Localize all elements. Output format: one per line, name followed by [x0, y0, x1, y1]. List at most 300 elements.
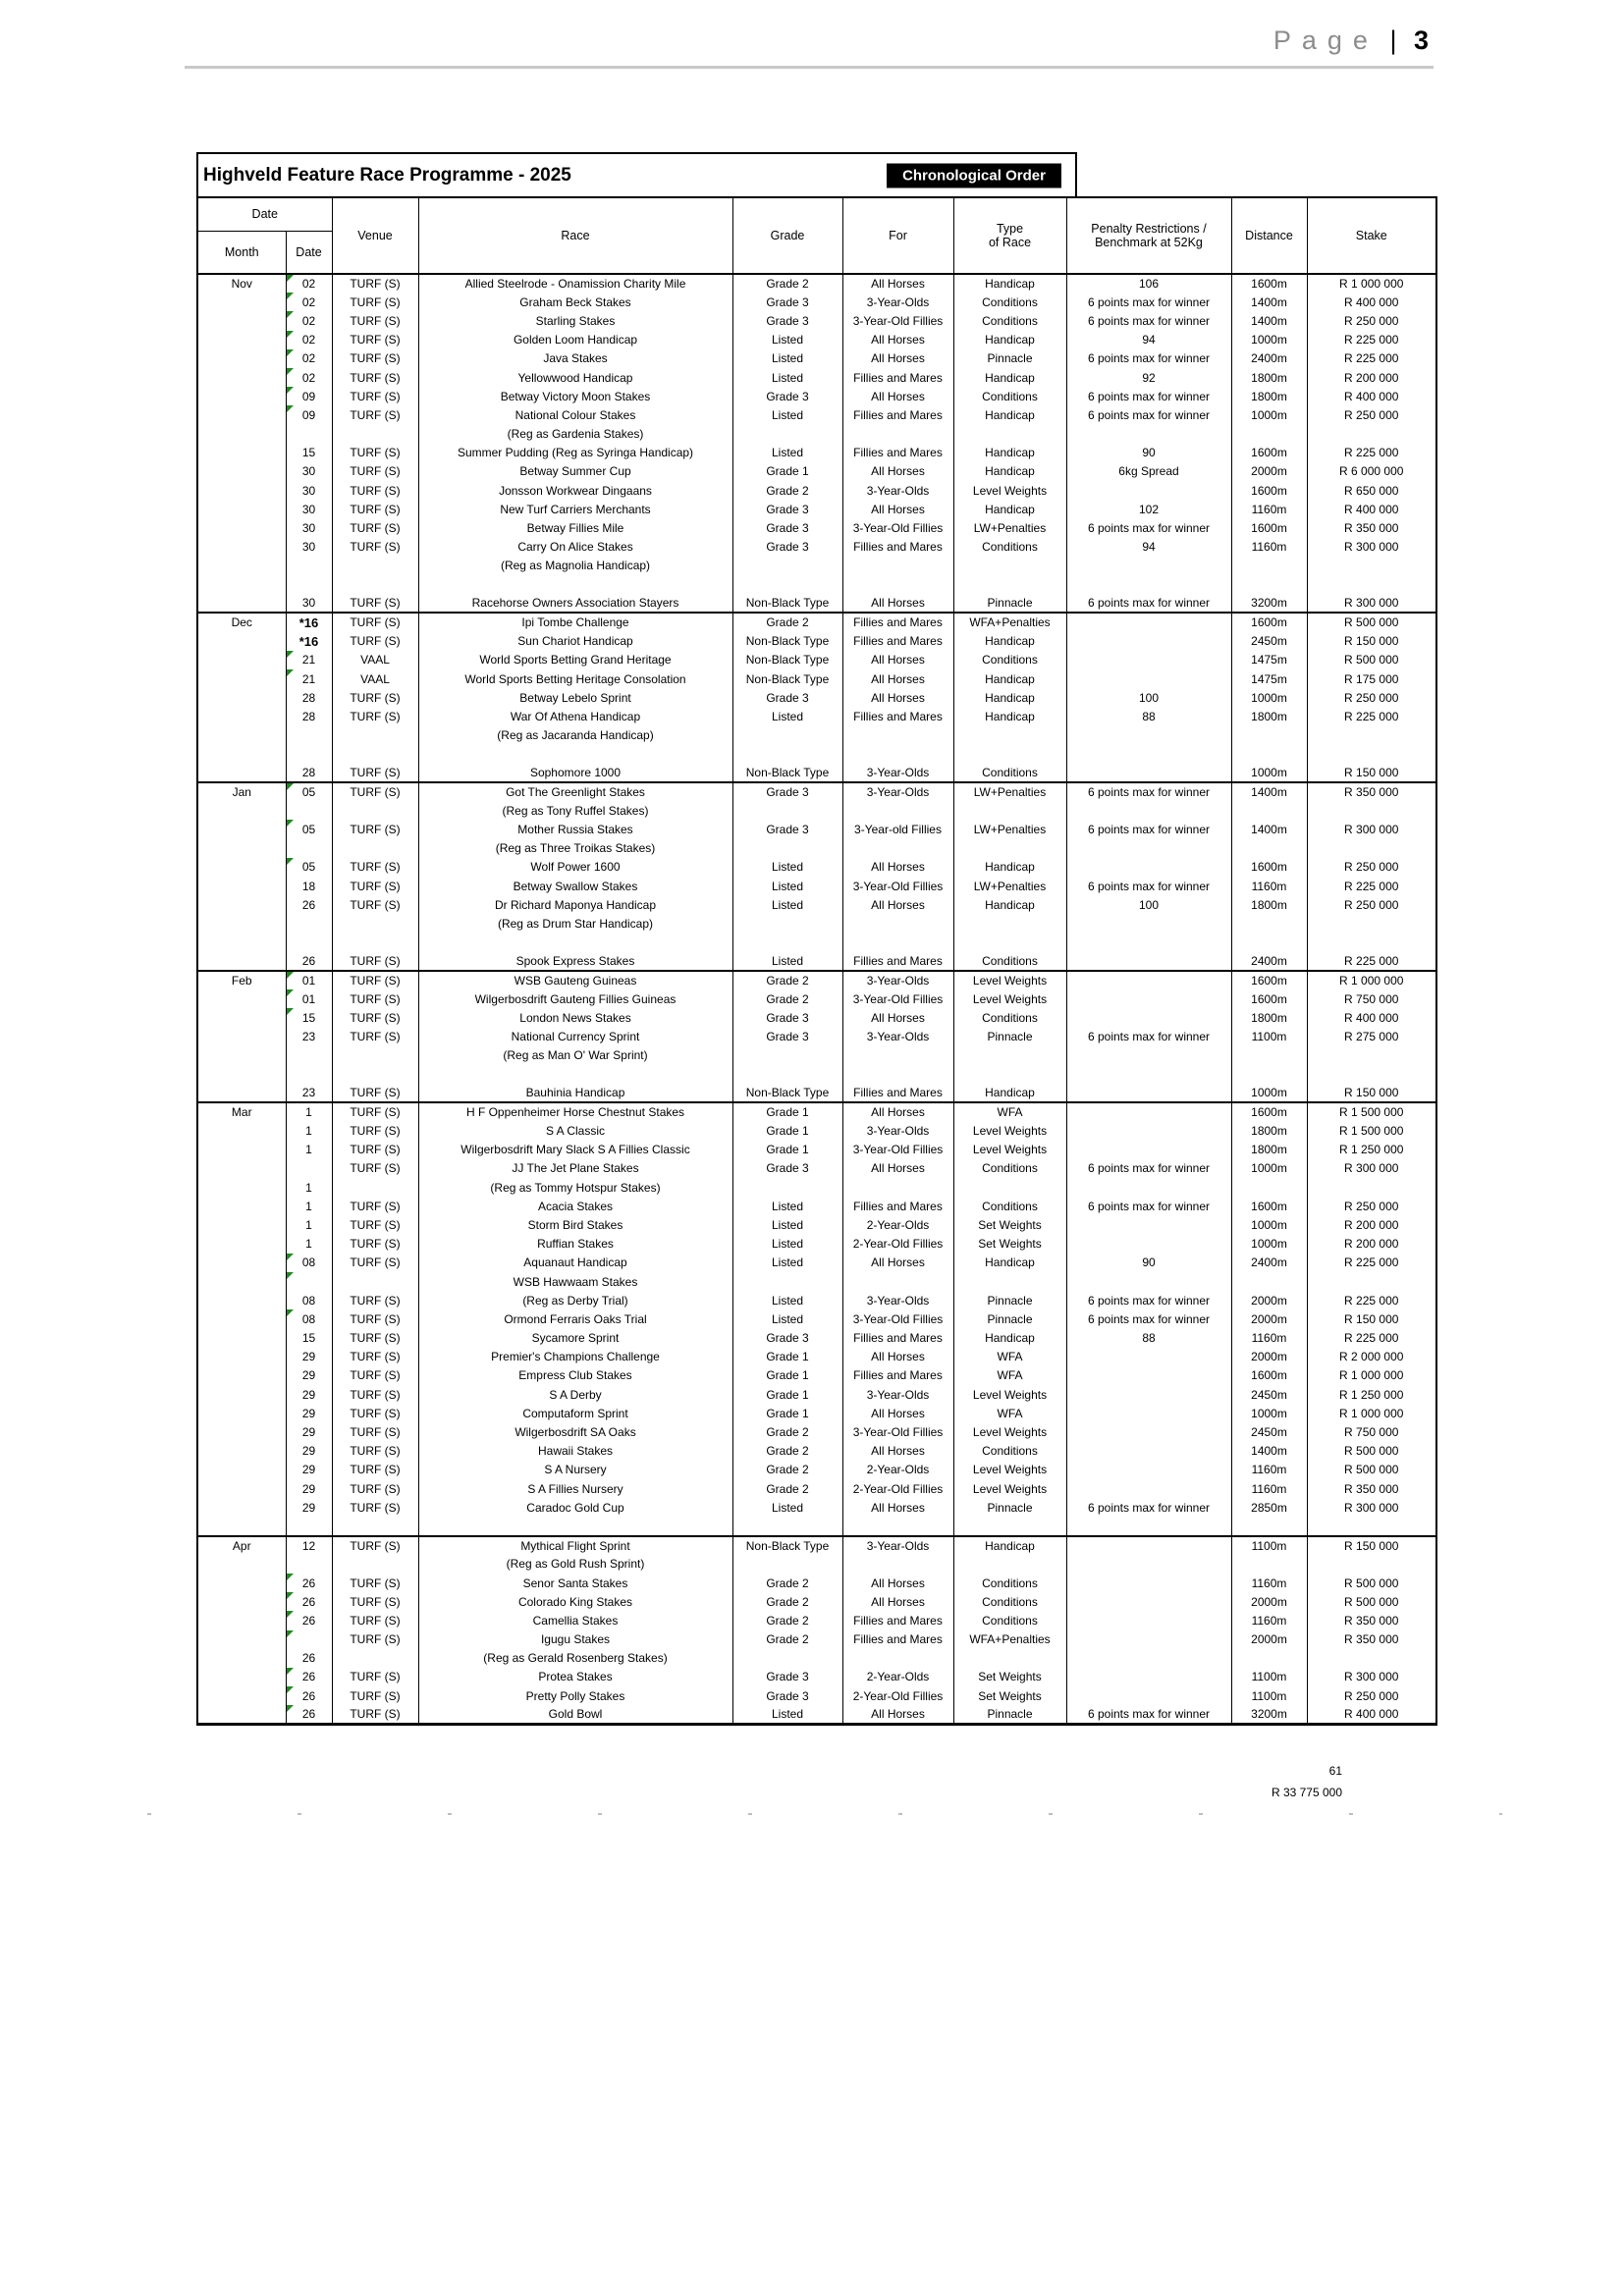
type-cell: Set Weights [953, 1686, 1066, 1705]
distance-cell: 1000m [1231, 1235, 1307, 1254]
race-cell: (Reg as Tommy Hotspur Stakes) [418, 1178, 732, 1197]
distance-cell: 1160m [1231, 1479, 1307, 1498]
grade-cell: Listed [732, 1498, 842, 1517]
grade-cell: Listed [732, 858, 842, 877]
type-cell: LW+Penalties [953, 877, 1066, 895]
for-cell: 3-Year-Old Fillies [842, 518, 953, 537]
distance-cell: 2400m [1231, 952, 1307, 971]
month-cell: Jan [232, 785, 251, 800]
stake-cell: R 225 000 [1307, 331, 1436, 349]
penalty-cell [1066, 1348, 1231, 1366]
distance-cell: 1100m [1231, 1668, 1307, 1686]
venue-cell [332, 1065, 418, 1084]
grade-cell: Listed [732, 952, 842, 971]
month-cell [197, 1366, 286, 1385]
penalty-cell: 6 points max for winner [1066, 311, 1231, 330]
penalty-cell: 6kg Spread [1066, 462, 1231, 481]
distance-cell: 1400m [1231, 782, 1307, 801]
for-cell: All Horses [842, 669, 953, 688]
distance-cell: 1800m [1231, 1008, 1307, 1027]
stake-cell: R 350 000 [1307, 1630, 1436, 1649]
stake-cell: R 500 000 [1307, 1442, 1436, 1461]
race-row [197, 1385, 1436, 1404]
grade-cell [732, 914, 842, 933]
stake-cell [1307, 575, 1436, 594]
distance-cell: 1600m [1231, 274, 1307, 293]
date-cell: 26 [286, 1705, 332, 1724]
distance-cell: 2400m [1231, 1254, 1307, 1272]
page-word: Page [1272, 26, 1379, 55]
penalty-cell [1066, 669, 1231, 688]
spacer-row [197, 1517, 1436, 1535]
penalty-cell [1066, 1611, 1231, 1629]
page-title: Highveld Feature Race Programme - 2025 [203, 164, 571, 186]
stake-cell: R 225 000 [1307, 952, 1436, 971]
venue-cell: TURF (S) [332, 1592, 418, 1611]
distance-cell [1231, 1517, 1307, 1535]
race-cell: Premier's Champions Challenge [418, 1348, 732, 1366]
for-cell [842, 726, 953, 745]
race-row [197, 688, 1436, 707]
stake-cell: R 500 000 [1307, 1461, 1436, 1479]
race-row [197, 462, 1436, 481]
for-cell: All Horses [842, 387, 953, 405]
type-cell: Handicap [953, 688, 1066, 707]
stake-cell: R 150 000 [1307, 1084, 1436, 1102]
grade-cell: Grade 3 [732, 1028, 842, 1046]
month-cell [197, 707, 286, 725]
month-cell [197, 1442, 286, 1461]
distance-cell [1231, 934, 1307, 952]
race-row [197, 651, 1436, 669]
spacer-row [197, 1065, 1436, 1084]
distance-cell: 1000m [1231, 764, 1307, 782]
date-cell [286, 1065, 332, 1084]
race-row [197, 557, 1436, 575]
distance-cell [1231, 1555, 1307, 1574]
distance-cell: 2000m [1231, 462, 1307, 481]
venue-cell: TURF (S) [332, 594, 418, 613]
distance-cell [1231, 575, 1307, 594]
distance-cell: 1800m [1231, 368, 1307, 387]
for-cell [842, 839, 953, 858]
race-cell: WSB Hawwaam Stakes [418, 1272, 732, 1291]
race-row [197, 518, 1436, 537]
for-cell: All Horses [842, 895, 953, 914]
race-programme-table [196, 196, 1437, 1726]
for-cell [842, 557, 953, 575]
distance-cell: 3200m [1231, 594, 1307, 613]
distance-cell [1231, 1178, 1307, 1197]
grade-cell: Grade 2 [732, 1611, 842, 1629]
race-cell: New Turf Carriers Merchants [418, 500, 732, 518]
distance-cell: 1160m [1231, 538, 1307, 557]
type-cell: Conditions [953, 1159, 1066, 1178]
penalty-cell: 6 points max for winner [1066, 782, 1231, 801]
stake-cell [1307, 557, 1436, 575]
venue-cell: TURF (S) [332, 1404, 418, 1422]
type-cell: Pinnacle [953, 1498, 1066, 1517]
type-cell: Handicap [953, 858, 1066, 877]
for-cell: Fillies and Mares [842, 444, 953, 462]
month-cell [197, 877, 286, 895]
month-cell [197, 1686, 286, 1705]
for-cell [842, 1178, 953, 1197]
col-header-stake: Stake [1307, 197, 1436, 274]
month-cell: Feb [231, 974, 252, 988]
spacer-row [197, 934, 1436, 952]
race-row [197, 1461, 1436, 1479]
for-cell: 3-Year-Old Fillies [842, 311, 953, 330]
for-cell: All Horses [842, 349, 953, 368]
distance-cell: 1600m [1231, 444, 1307, 462]
grade-cell: Non-Black Type [732, 651, 842, 669]
stake-cell [1307, 839, 1436, 858]
race-cell: World Sports Betting Grand Heritage [418, 651, 732, 669]
distance-cell: 1000m [1231, 1404, 1307, 1422]
grade-cell: Grade 3 [732, 500, 842, 518]
race-row [197, 1141, 1436, 1159]
month-cell [197, 1291, 286, 1309]
type-cell [953, 557, 1066, 575]
race-cell: Sun Chariot Handicap [418, 632, 732, 651]
grade-cell: Grade 3 [732, 1329, 842, 1348]
grade-cell [732, 575, 842, 594]
stake-cell: R 200 000 [1307, 1215, 1436, 1234]
distance-cell: 2000m [1231, 1348, 1307, 1366]
distance-cell: 1400m [1231, 293, 1307, 311]
distance-cell [1231, 1065, 1307, 1084]
for-cell [842, 1649, 953, 1668]
venue-cell: TURF (S) [332, 877, 418, 895]
type-cell: Conditions [953, 651, 1066, 669]
venue-cell: TURF (S) [332, 1348, 418, 1366]
month-cell [197, 1668, 286, 1686]
distance-cell: 1600m [1231, 1197, 1307, 1215]
stake-cell: R 250 000 [1307, 858, 1436, 877]
col-header-date-group: Date [197, 197, 332, 231]
grade-cell: Listed [732, 1291, 842, 1309]
grade-cell: Listed [732, 1197, 842, 1215]
month-cell [197, 1479, 286, 1498]
grade-cell: Grade 3 [732, 688, 842, 707]
month-cell [197, 839, 286, 858]
for-cell: 3-Year-Olds [842, 1121, 953, 1140]
grade-cell [732, 801, 842, 820]
total-stakes: R 33 775 000 [1271, 1786, 1342, 1799]
venue-cell: TURF (S) [332, 1254, 418, 1272]
date-cell: 26 [286, 895, 332, 914]
venue-cell [332, 425, 418, 444]
type-cell: LW+Penalties [953, 518, 1066, 537]
stake-cell: R 150 000 [1307, 1536, 1436, 1555]
month-cell [197, 1254, 286, 1272]
for-cell: 3-Year-Olds [842, 481, 953, 500]
type-cell [953, 575, 1066, 594]
penalty-cell: 6 points max for winner [1066, 1498, 1231, 1517]
race-cell: WSB Gauteng Guineas [418, 971, 732, 989]
distance-cell: 1160m [1231, 500, 1307, 518]
race-cell: (Reg as Derby Trial) [418, 1291, 732, 1309]
penalty-cell [1066, 801, 1231, 820]
grade-cell: Grade 2 [732, 1630, 842, 1649]
type-cell: Conditions [953, 764, 1066, 782]
race-cell: Graham Beck Stakes [418, 293, 732, 311]
page-number: 3 [1413, 26, 1429, 55]
race-cell: Aquanaut Handicap [418, 1254, 732, 1272]
distance-cell: 2450m [1231, 632, 1307, 651]
grade-cell: Non-Black Type [732, 764, 842, 782]
for-cell: 2-Year-Olds [842, 1668, 953, 1686]
race-row [197, 1574, 1436, 1592]
month-cell [197, 1272, 286, 1291]
spacer-row [197, 575, 1436, 594]
race-row [197, 782, 1436, 801]
for-cell: All Horses [842, 462, 953, 481]
penalty-cell [1066, 1102, 1231, 1121]
penalty-cell [1066, 858, 1231, 877]
penalty-cell: 88 [1066, 707, 1231, 725]
grade-cell: Grade 2 [732, 1479, 842, 1498]
stake-cell: R 225 000 [1307, 707, 1436, 725]
for-cell: 3-Year-Olds [842, 1385, 953, 1404]
date-cell: 15 [286, 1329, 332, 1348]
date-cell [286, 1046, 332, 1065]
date-cell: 12 [286, 1536, 332, 1555]
distance-cell [1231, 801, 1307, 820]
month-cell [197, 557, 286, 575]
race-cell: Golden Loom Handicap [418, 331, 732, 349]
month-cell [197, 1385, 286, 1404]
date-cell: *16 [286, 613, 332, 631]
stake-cell: R 225 000 [1307, 444, 1436, 462]
for-cell [842, 914, 953, 933]
for-cell: Fillies and Mares [842, 1329, 953, 1348]
venue-cell: TURF (S) [332, 1574, 418, 1592]
grade-cell: Grade 2 [732, 971, 842, 989]
col-header-race: Race [418, 197, 732, 274]
month-section-dec [197, 613, 1436, 782]
distance-cell: 1600m [1231, 858, 1307, 877]
distance-cell: 1160m [1231, 1329, 1307, 1348]
penalty-cell [1066, 1630, 1231, 1649]
type-cell [953, 914, 1066, 933]
race-row [197, 1309, 1436, 1328]
date-cell: 26 [286, 1574, 332, 1592]
grade-cell: Grade 2 [732, 1442, 842, 1461]
grade-cell: Grade 2 [732, 613, 842, 631]
race-row [197, 1611, 1436, 1629]
month-cell [197, 989, 286, 1008]
race-cell: Computaform Sprint [418, 1404, 732, 1422]
venue-cell: TURF (S) [332, 387, 418, 405]
race-row [197, 293, 1436, 311]
venue-cell: TURF (S) [332, 1329, 418, 1348]
venue-cell: TURF (S) [332, 1084, 418, 1102]
stake-cell: R 750 000 [1307, 1422, 1436, 1441]
stake-cell: R 225 000 [1307, 1291, 1436, 1309]
type-cell: Level Weights [953, 481, 1066, 500]
venue-cell: TURF (S) [332, 405, 418, 424]
for-cell [842, 934, 953, 952]
race-row [197, 481, 1436, 500]
race-cell: Ruffian Stakes [418, 1235, 732, 1254]
stake-cell: R 300 000 [1307, 1498, 1436, 1517]
type-cell: WFA [953, 1404, 1066, 1422]
for-cell: All Horses [842, 1498, 953, 1517]
stake-cell: R 1 000 000 [1307, 274, 1436, 293]
month-cell: Mar [231, 1105, 252, 1120]
for-cell: 3-Year-Old Fillies [842, 1422, 953, 1441]
month-cell [197, 518, 286, 537]
month-cell [197, 1517, 286, 1535]
venue-cell [332, 1649, 418, 1668]
stake-cell: R 250 000 [1307, 895, 1436, 914]
for-cell: All Horses [842, 500, 953, 518]
spacer-row [197, 745, 1436, 764]
type-cell: Level Weights [953, 1385, 1066, 1404]
type-cell: Handicap [953, 1329, 1066, 1348]
venue-cell [332, 726, 418, 745]
type-cell [953, 425, 1066, 444]
month-cell [197, 1159, 286, 1178]
month-cell [197, 1046, 286, 1065]
grade-cell: Listed [732, 349, 842, 368]
race-cell: (Reg as Gardenia Stakes) [418, 425, 732, 444]
stake-cell: R 275 000 [1307, 1028, 1436, 1046]
col-header-type: Type of Race [953, 197, 1066, 274]
race-cell: (Reg as Magnolia Handicap) [418, 557, 732, 575]
for-cell [842, 745, 953, 764]
grade-cell: Listed [732, 1309, 842, 1328]
stake-cell: R 150 000 [1307, 764, 1436, 782]
race-cell: Sycamore Sprint [418, 1329, 732, 1348]
penalty-cell [1066, 613, 1231, 631]
date-cell [286, 1630, 332, 1649]
date-cell: 26 [286, 1611, 332, 1629]
race-cell: Betway Victory Moon Stakes [418, 387, 732, 405]
penalty-cell [1066, 1649, 1231, 1668]
penalty-cell [1066, 651, 1231, 669]
stake-cell: R 250 000 [1307, 1197, 1436, 1215]
for-cell: All Horses [842, 651, 953, 669]
grade-cell [732, 1272, 842, 1291]
race-row [197, 349, 1436, 368]
date-cell: 21 [286, 651, 332, 669]
stake-cell: R 350 000 [1307, 1479, 1436, 1498]
race-cell [418, 745, 732, 764]
race-cell: (Reg as Jacaranda Handicap) [418, 726, 732, 745]
month-cell [197, 1065, 286, 1084]
race-row [197, 594, 1436, 613]
distance-cell [1231, 1272, 1307, 1291]
venue-cell [332, 557, 418, 575]
date-cell [286, 934, 332, 952]
type-cell: Handicap [953, 274, 1066, 293]
race-row [197, 331, 1436, 349]
stake-cell: R 300 000 [1307, 538, 1436, 557]
grade-cell: Grade 3 [732, 538, 842, 557]
grade-cell: Grade 2 [732, 1592, 842, 1611]
race-cell: War Of Athena Handicap [418, 707, 732, 725]
for-cell [842, 1272, 953, 1291]
type-cell: WFA [953, 1102, 1066, 1121]
grade-cell: Grade 2 [732, 1461, 842, 1479]
race-row [197, 405, 1436, 424]
venue-cell [332, 914, 418, 933]
type-cell: Conditions [953, 1442, 1066, 1461]
penalty-cell [1066, 1686, 1231, 1705]
type-cell [953, 1046, 1066, 1065]
grade-cell: Grade 3 [732, 518, 842, 537]
type-cell: Level Weights [953, 1141, 1066, 1159]
date-cell: 30 [286, 594, 332, 613]
distance-cell: 1000m [1231, 1084, 1307, 1102]
stake-cell: R 400 000 [1307, 1705, 1436, 1724]
penalty-cell [1066, 1404, 1231, 1422]
date-cell: 26 [286, 1592, 332, 1611]
stake-cell [1307, 1178, 1436, 1197]
penalty-cell: 6 points max for winner [1066, 1309, 1231, 1328]
month-cell [197, 1705, 286, 1724]
race-cell: Caradoc Gold Cup [418, 1498, 732, 1517]
stake-cell [1307, 1517, 1436, 1535]
date-cell: 30 [286, 518, 332, 537]
type-cell: Handicap [953, 331, 1066, 349]
total-races-count: 61 [1328, 1764, 1342, 1778]
race-row [197, 1291, 1436, 1309]
grade-cell: Listed [732, 1705, 842, 1724]
stake-cell: R 1 500 000 [1307, 1102, 1436, 1121]
venue-cell [332, 575, 418, 594]
race-row [197, 1442, 1436, 1461]
month-cell [197, 1084, 286, 1102]
month-cell [197, 820, 286, 838]
grade-cell: Grade 1 [732, 1102, 842, 1121]
stake-cell: R 150 000 [1307, 1309, 1436, 1328]
race-row [197, 877, 1436, 895]
stake-cell [1307, 745, 1436, 764]
venue-cell: TURF (S) [332, 989, 418, 1008]
grade-cell: Listed [732, 405, 842, 424]
penalty-cell [1066, 839, 1231, 858]
race-row [197, 1555, 1436, 1574]
stake-cell [1307, 1065, 1436, 1084]
penalty-cell: 92 [1066, 368, 1231, 387]
month-section-feb [197, 971, 1436, 1102]
race-row [197, 1197, 1436, 1215]
penalty-cell [1066, 1442, 1231, 1461]
penalty-cell [1066, 1479, 1231, 1498]
race-row [197, 1159, 1436, 1178]
for-cell [842, 575, 953, 594]
month-cell [197, 1309, 286, 1328]
distance-cell: 1800m [1231, 387, 1307, 405]
for-cell: Fillies and Mares [842, 405, 953, 424]
penalty-cell: 88 [1066, 1329, 1231, 1348]
penalty-cell: 100 [1066, 688, 1231, 707]
race-row [197, 1404, 1436, 1422]
type-cell: Handicap [953, 707, 1066, 725]
for-cell [842, 801, 953, 820]
venue-cell: TURF (S) [332, 1366, 418, 1385]
venue-cell: TURF (S) [332, 349, 418, 368]
race-row [197, 989, 1436, 1008]
race-cell: Senor Santa Stakes [418, 1574, 732, 1592]
stake-cell [1307, 801, 1436, 820]
distance-cell [1231, 745, 1307, 764]
type-cell: Handicap [953, 462, 1066, 481]
